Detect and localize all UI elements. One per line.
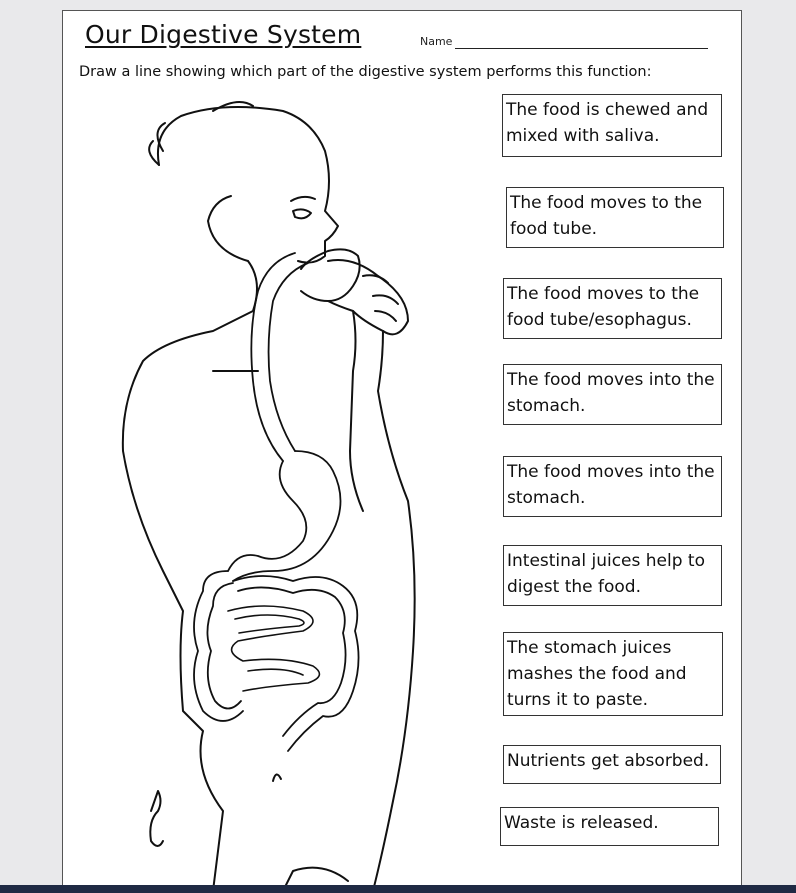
- function-box[interactable]: Nutrients get absorbed.: [503, 745, 721, 784]
- digestive-system-illustration: [63, 11, 503, 891]
- function-box[interactable]: The food is chewed and mixed with saliva.: [502, 94, 722, 157]
- function-box[interactable]: The food moves to the food tube/esophagus.: [503, 278, 722, 339]
- boy-outline: [123, 102, 415, 891]
- function-box[interactable]: Intestinal juices help to digest the food.: [503, 545, 722, 606]
- function-box[interactable]: The stomach juices mashes the food and turns it to paste.: [503, 632, 723, 716]
- function-box[interactable]: The food moves into the stomach.: [503, 364, 722, 425]
- large-intestine: [194, 571, 359, 751]
- function-box[interactable]: The food moves to the food tube.: [506, 187, 724, 248]
- name-label: Name: [420, 35, 453, 48]
- worksheet-page: [62, 10, 742, 890]
- instruction-text: Draw a line showing which part of the digestive system performs this function:: [79, 64, 652, 80]
- esophagus-and-stomach: [228, 253, 341, 581]
- window-bottom-bar: [0, 885, 796, 893]
- function-box[interactable]: The food moves into the stomach.: [503, 456, 722, 517]
- function-box[interactable]: Waste is released.: [500, 807, 719, 846]
- worksheet-title: Our Digestive System: [85, 20, 362, 49]
- small-intestine: [228, 606, 319, 691]
